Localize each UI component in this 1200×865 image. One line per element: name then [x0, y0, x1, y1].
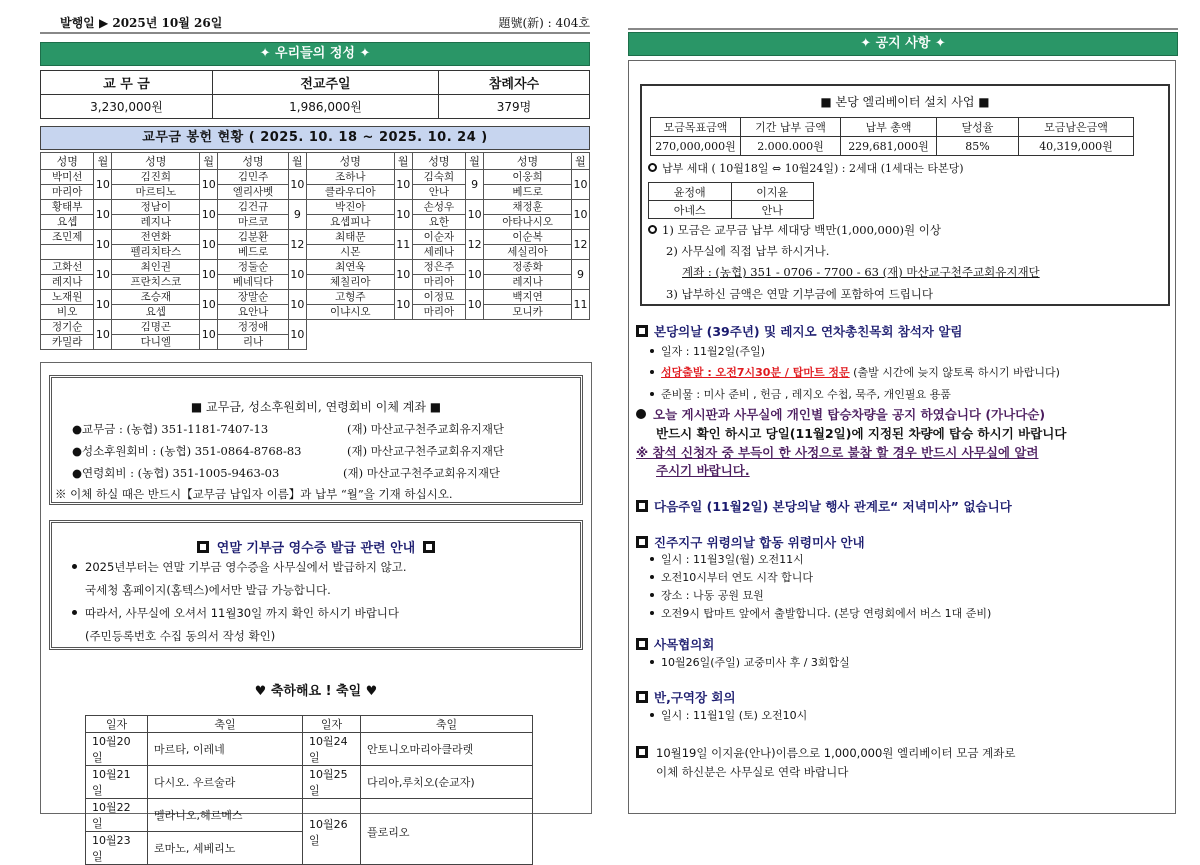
tithe-baptismal-name: 리나: [218, 335, 289, 350]
tithe-month: 10: [94, 170, 112, 200]
right-header-divider: [628, 28, 1178, 30]
square-bullet-icon: [636, 325, 648, 337]
bullet-icon: [650, 660, 654, 664]
elevator-account: 계좌 : (농협) 351 - 0706 - 7700 - 63 (재) 마산교구천주교회유지재단: [682, 265, 1040, 279]
receipt-line-4: (주민등록번호 수집 동의서 작성 확인): [85, 629, 276, 643]
elevator-rule-2: 2) 사무실에 직접 납부 하시거나.: [666, 244, 830, 258]
tithe-donor-name: 정남이: [112, 200, 200, 215]
tithe-month: 10: [394, 200, 412, 230]
ring-bullet-icon: [648, 163, 657, 172]
tithe-month: 10: [288, 170, 306, 200]
elevator-period-amount: 2.000.000원: [741, 137, 841, 156]
offering-header: 참례자수: [439, 71, 590, 95]
elevator-total: 229,681,000원: [841, 137, 937, 156]
filled-circle-icon: [636, 409, 646, 419]
elevator-header: 모금목표금액: [651, 118, 741, 137]
tithe-table: [40, 152, 590, 350]
tithe-baptismal-name: 마르코: [218, 215, 289, 230]
tithe-donor-name: 최인권: [112, 260, 200, 275]
tithe-donor-name: 최연욱: [306, 260, 394, 275]
tithe-header-name: 성명: [412, 153, 465, 170]
tithe-baptismal-name: 요셉: [112, 305, 200, 320]
leaders-meeting-item-text: 일시 : 11월1일 (토) 오전10시: [661, 709, 808, 722]
pastoral-council-item: [650, 654, 850, 670]
tithe-month: 10: [200, 290, 218, 320]
memorial-item-text: 일시 : 11월3일(월) 오전11시: [661, 553, 804, 566]
feast-header: 일자: [86, 716, 148, 733]
leaders-meeting-text: 반,구역장 회의: [654, 690, 736, 705]
tithe-month: 10: [94, 260, 112, 290]
tithe-month: 10: [200, 170, 218, 200]
bullet-icon: [650, 575, 654, 579]
tithe-month: 12: [572, 230, 590, 260]
feast-saints: 다리아,루치오(순교자): [361, 766, 533, 799]
tithe-month: 10: [200, 200, 218, 230]
memorial-title-text: 진주지구 위령의날 합동 위령미사 안내: [654, 535, 865, 550]
tithe-donor-name: 김분환: [218, 230, 289, 245]
departure-highlight: 성당출발 : 오전7시30분 / 탑마트 정문: [661, 366, 850, 379]
tithe-donor-name: 이순자: [412, 230, 465, 245]
account-note: ※ 이체 하실 때은 반드시【교무금 납입자 이름】과 납부 “월”을 기재 하십시오.: [55, 487, 453, 501]
tithe-donor-name: 손성우: [412, 200, 465, 215]
bullet-icon: [650, 713, 654, 717]
absence-notice-1: ※ 참석 신청자 중 부득이 한 사정으로 불참 할 경우 반드시 사무실에 알려: [636, 445, 1039, 460]
tithe-baptismal-name: 요한: [412, 215, 465, 230]
feast-saints: 마르타, 이레네: [148, 733, 303, 766]
square-bullet-icon: [197, 541, 209, 553]
tithe-month: 10: [94, 230, 112, 260]
tithe-month: 10: [288, 260, 306, 290]
feast-date: 10월22일: [86, 799, 148, 832]
tithe-baptismal-name: 마리아: [41, 185, 94, 200]
tithe-month: 10: [94, 320, 112, 350]
tithe-month: 9: [288, 200, 306, 230]
tithe-baptismal-name: 다니엘: [112, 335, 200, 350]
donor-name: 이지윤: [731, 183, 814, 201]
tithe-header-name: 성명: [41, 153, 94, 170]
offering-value-mission-sunday: 1,986,000원: [213, 95, 439, 119]
tithe-baptismal-name: 베드로: [484, 185, 572, 200]
tithe-baptismal-name: 모니카: [484, 305, 572, 320]
tithe-donor-name: 박진아: [306, 200, 394, 215]
tithe-donor-name: 최태문: [306, 230, 394, 245]
tithe-month: 11: [394, 230, 412, 260]
elevator-goal: 270,000,000원: [651, 137, 741, 156]
feast-date: 10월26일: [303, 799, 361, 865]
tithe-month: 10: [94, 290, 112, 320]
tithe-month: 10: [466, 200, 484, 230]
tithe-donor-name: 황태부: [41, 200, 94, 215]
tithe-month: 10: [288, 290, 306, 320]
square-bullet-icon: [636, 536, 648, 548]
elevator-donor-table: [648, 182, 814, 219]
tithe-month: 9: [466, 170, 484, 200]
square-bullet-icon: [636, 746, 648, 758]
square-bullet-icon: [636, 500, 648, 512]
elevator-period-text: 납부 세대 ( 10월18일 ⇔ 10월24일) : 2세대 (1세대는 타본당): [662, 162, 964, 175]
square-bullet-icon: [423, 541, 435, 553]
elevator-title: ■ 본당 엘리베이터 설치 사업 ■: [820, 95, 990, 109]
feast-saints: 안토니오마리아클라렛: [361, 733, 533, 766]
elevator-header: 모금남은금액: [1019, 118, 1134, 137]
tithe-header-name: 성명: [112, 153, 200, 170]
tithe-donor-name: 이웅희: [484, 170, 572, 185]
feast-saints: 다시오. 우르술라: [148, 766, 303, 799]
tithe-baptismal-name: 베네딕다: [218, 275, 289, 290]
leaders-meeting-item: [650, 707, 807, 723]
bullet-icon: [650, 557, 654, 561]
memorial-item-text: 오전10시부터 연도 시작 합니다: [661, 571, 813, 584]
tithe-month: 10: [200, 320, 218, 350]
tithe-status-title: 교무금 봉헌 현황 ( 2025. 10. 18 ~ 2025. 10. 24 ): [40, 126, 590, 150]
vehicle-notice-2: 반드시 확인 하시고 당일(11월2일)에 지정된 차량에 탑승 하시기 바랍니다: [656, 426, 1067, 441]
elevator-rate: 85%: [937, 137, 1019, 156]
pastoral-council-text: 사목협의회: [654, 637, 715, 652]
feast-date: 10월20일: [86, 733, 148, 766]
tithe-month: 10: [572, 200, 590, 230]
receipt-title: [49, 537, 583, 556]
tithe-month: 10: [466, 260, 484, 290]
tithe-donor-name: 채정훈: [484, 200, 572, 215]
tithe-baptismal-name: 요셉: [41, 215, 94, 230]
feast-header: 축일: [361, 716, 533, 733]
tithe-donor-name: 조승재: [112, 290, 200, 305]
tithe-baptismal-name: 클라우디아: [306, 185, 394, 200]
elevator-remaining: 40,319,000원: [1019, 137, 1134, 156]
receipt-text: 2025년부터는 연말 기부금 영수증을 사무실에서 발급하지 않고.: [85, 560, 407, 574]
bullet-icon: [72, 610, 77, 615]
tithe-donor-name: 정종화: [484, 260, 572, 275]
tithe-month: 10: [394, 260, 412, 290]
tithe-baptismal-name: 비오: [41, 305, 94, 320]
tithe-baptismal-name: 시몬: [306, 245, 394, 260]
anniversary-prep-text: 준비물 : 미사 준비 , 헌금 , 레지오 수첩, 묵주, 개인필요 용품: [661, 388, 951, 401]
tithe-baptismal-name: 마리아: [412, 305, 465, 320]
tithe-baptismal-name: 마르티노: [112, 185, 200, 200]
tithe-empty-cell: [306, 320, 589, 350]
account-vocation-holder: (재) 마산교구천주교회유지재단: [347, 444, 505, 458]
tithe-donor-name: 정정애: [218, 320, 289, 335]
account-tithe-holder: (재) 마산교구천주교회유지재단: [347, 422, 505, 436]
feast-saints: 멜라니오,헤르메스: [148, 799, 303, 832]
feast-header: 일자: [303, 716, 361, 733]
tithe-header-name: 성명: [484, 153, 572, 170]
tithe-month: 10: [200, 260, 218, 290]
tithe-donor-name: 김민주: [218, 170, 289, 185]
transfer-notice-line-2: 이체 하신분은 사무실로 연락 바랍니다: [656, 765, 849, 779]
tithe-donor-name: 노재원: [41, 290, 94, 305]
bullet-icon: [650, 611, 654, 615]
tithe-header-month: 월: [200, 153, 218, 170]
square-bullet-icon: [636, 691, 648, 703]
header-divider: [40, 32, 590, 34]
absence-notice-2: 주시기 바랍니다.: [656, 463, 750, 478]
pastoral-council-title: [636, 635, 714, 653]
tithe-donor-name: 고형주: [306, 290, 394, 305]
tithe-baptismal-name: 마리아: [412, 275, 465, 290]
anniversary-title: [636, 322, 963, 340]
tithe-donor-name: 고화선: [41, 260, 94, 275]
elevator-period-line: [648, 160, 964, 176]
tithe-baptismal-name: 이냐시오: [306, 305, 394, 320]
memorial-item-text: 장소 : 나동 공원 묘원: [661, 589, 764, 602]
tithe-header-month: 월: [94, 153, 112, 170]
memorial-item: [650, 605, 991, 621]
account-vocation: ●성소후원회비 : (농협) 351-0864-8768-83: [72, 444, 302, 458]
offering-summary-table: [40, 70, 590, 119]
anniversary-title-text: 본당의날 (39주년) 및 레지오 연차총친목회 참석자 알림: [654, 324, 963, 339]
tithe-baptismal-name: 펠리치타스: [112, 245, 200, 260]
feast-date: 10월25일: [303, 766, 361, 799]
receipt-line-2: 국세청 홈페이지(홈텍스)에서만 발급 가능합니다.: [85, 583, 331, 597]
elevator-rule-text: 1) 모금은 교무금 납부 세대당 백만(1,000,000)원 이상: [662, 223, 941, 237]
tithe-month: 10: [394, 290, 412, 320]
offering-value-tithe: 3,230,000원: [41, 95, 213, 119]
tithe-baptismal-name: 베드로: [218, 245, 289, 260]
square-bullet-icon: [636, 638, 648, 650]
tithe-baptismal-name: 레지나: [112, 215, 200, 230]
transfer-notice-line-1: [636, 745, 1015, 761]
tithe-month: 9: [572, 260, 590, 290]
tithe-baptismal-name: 세실리아: [484, 245, 572, 260]
anniversary-prep: [650, 386, 951, 402]
anniversary-date-text: 일자 : 11월2일(주일): [661, 345, 766, 358]
receipt-title-text: 연말 기부금 영수증 발급 관련 안내: [216, 541, 416, 556]
tithe-header-month: 월: [466, 153, 484, 170]
feast-header: 축일: [148, 716, 303, 733]
offering-value-attendance: 379명: [439, 95, 590, 119]
tithe-donor-name: 박미선: [41, 170, 94, 185]
tithe-donor-name: 김건규: [218, 200, 289, 215]
elevator-header: 달성율: [937, 118, 1019, 137]
tithe-month: 10: [200, 230, 218, 260]
issue-number: 題號(新) : 404호: [498, 16, 590, 30]
no-evening-mass-notice: [636, 497, 1012, 515]
tithe-baptismal-name: 안나: [412, 185, 465, 200]
tithe-donor-name: 정기순: [41, 320, 94, 335]
tithe-baptismal-name: [41, 245, 94, 260]
elevator-rule-1: [648, 222, 941, 238]
memorial-item: [650, 551, 804, 567]
tithe-month: 10: [394, 170, 412, 200]
bullet-icon: [650, 370, 654, 374]
ring-bullet-icon: [648, 225, 657, 234]
receipt-text: 따라서, 사무실에 오셔서 11월30일 까지 확인 하시기 바랍니다: [85, 606, 400, 620]
offering-header: 교 무 금: [41, 71, 213, 95]
account-title: ■ 교무금, 성소후원회비, 연령회비 이체 계좌 ■: [190, 400, 442, 414]
feast-saints: 로마노, 세베리노: [148, 832, 303, 865]
tithe-baptismal-name: 아타나시오: [484, 215, 572, 230]
tithe-donor-name: 이정묘: [412, 290, 465, 305]
tithe-header-month: 월: [394, 153, 412, 170]
tithe-donor-name: 조민제: [41, 230, 94, 245]
elevator-header: 기간 납부 금액: [741, 118, 841, 137]
account-tithe: ●교무금 : (농협) 351-1181-7407-13: [72, 422, 269, 436]
tithe-donor-name: 장말순: [218, 290, 289, 305]
bullet-icon: [650, 392, 654, 396]
tithe-baptismal-name: 레지나: [484, 275, 572, 290]
memorial-item: [650, 569, 813, 585]
memorial-item-text: 오전9시 탑마트 앞에서 출발합니다. (본당 연령회에서 버스 1대 준비): [661, 607, 992, 620]
donor-name: 윤정애: [649, 183, 732, 201]
bullet-icon: [650, 593, 654, 597]
tithe-donor-name: 정은주: [412, 260, 465, 275]
offering-header: 전교주일: [213, 71, 439, 95]
tithe-month: 10: [288, 320, 306, 350]
receipt-line-3: [72, 605, 399, 621]
elevator-fund-table: [650, 117, 1134, 156]
leaders-meeting-title: [636, 688, 736, 706]
tithe-baptismal-name: 레지나: [41, 275, 94, 290]
feast-day-table: [85, 715, 533, 865]
notice-title-bar: ✦ 공지 사항 ✦: [628, 32, 1178, 56]
elevator-rule-3: 3) 납부하신 금액은 연말 기부금에 포함하여 드립니다: [666, 287, 934, 301]
tithe-month: 10: [466, 290, 484, 320]
tithe-donor-name: 김진희: [112, 170, 200, 185]
elevator-header: 납부 총액: [841, 118, 937, 137]
memorial-item: [650, 587, 764, 603]
feast-day-title: ♥ 축하해요 ! 축일 ♥: [254, 684, 378, 699]
departure-note: (출발 시간에 늦지 않토록 하시기 바랍니다): [849, 366, 1060, 379]
tithe-header-name: 성명: [306, 153, 394, 170]
feast-date: 10월23일: [86, 832, 148, 865]
tithe-baptismal-name: 세레나: [412, 245, 465, 260]
tithe-baptismal-name: 체칠리아: [306, 275, 394, 290]
anniversary-date: [650, 343, 765, 359]
tithe-donor-name: 백지연: [484, 290, 572, 305]
tithe-donor-name: 정둘순: [218, 260, 289, 275]
tithe-donor-name: 조하나: [306, 170, 394, 185]
account-funeral: ●연령회비 : (농협) 351-1005-9463-03: [72, 466, 280, 480]
bullet-icon: [72, 564, 77, 569]
tithe-baptismal-name: 프란치스코: [112, 275, 200, 290]
offering-title-bar: ✦ 우리들의 정성 ✦: [40, 42, 590, 66]
memorial-title: [636, 533, 865, 551]
tithe-baptismal-name: 요안나: [218, 305, 289, 320]
tithe-month: 10: [572, 170, 590, 200]
donor-baptismal-name: 아네스: [649, 201, 732, 219]
anniversary-departure: [650, 364, 1060, 380]
tithe-donor-name: 전연화: [112, 230, 200, 245]
account-funeral-holder: (재) 마산교구천주교회유지재단: [343, 466, 501, 480]
feast-saints: 플로리오: [361, 799, 533, 865]
tithe-month: 12: [288, 230, 306, 260]
donor-baptismal-name: 안나: [731, 201, 814, 219]
tithe-header-month: 월: [288, 153, 306, 170]
tithe-baptismal-name: 카밀라: [41, 335, 94, 350]
feast-date: 10월24일: [303, 733, 361, 766]
tithe-donor-name: 김명곤: [112, 320, 200, 335]
transfer-notice-text: 10월19일 이지윤(안나)이름으로 1,000,000원 엘리베이터 모금 계좌로: [656, 746, 1016, 760]
tithe-month: 12: [466, 230, 484, 260]
pastoral-council-item-text: 10월26일(주일) 교중미사 후 / 3회합실: [661, 656, 850, 669]
tithe-baptismal-name: 요셉피나: [306, 215, 394, 230]
vehicle-notice-1: [636, 405, 1045, 423]
tithe-month: 10: [94, 200, 112, 230]
receipt-line-1: [72, 559, 406, 575]
tithe-baptismal-name: 엘리사벳: [218, 185, 289, 200]
tithe-header-month: 월: [572, 153, 590, 170]
no-evening-mass-text: 다음주일 (11월2일) 본당의날 행사 관계로“ 저녁미사” 없습니다: [654, 499, 1012, 514]
bullet-icon: [650, 349, 654, 353]
tithe-donor-name: 김숙희: [412, 170, 465, 185]
tithe-header-name: 성명: [218, 153, 289, 170]
tithe-month: 11: [572, 290, 590, 320]
issue-date: 발행일 ▶ 2025년 10월 26일: [60, 16, 223, 30]
vehicle-notice-text: 오늘 게시판과 사무실에 개인별 탑승차량을 공지 하였습니다 (가나다순): [653, 407, 1046, 422]
tithe-donor-name: 이순복: [484, 230, 572, 245]
feast-date: 10월21일: [86, 766, 148, 799]
